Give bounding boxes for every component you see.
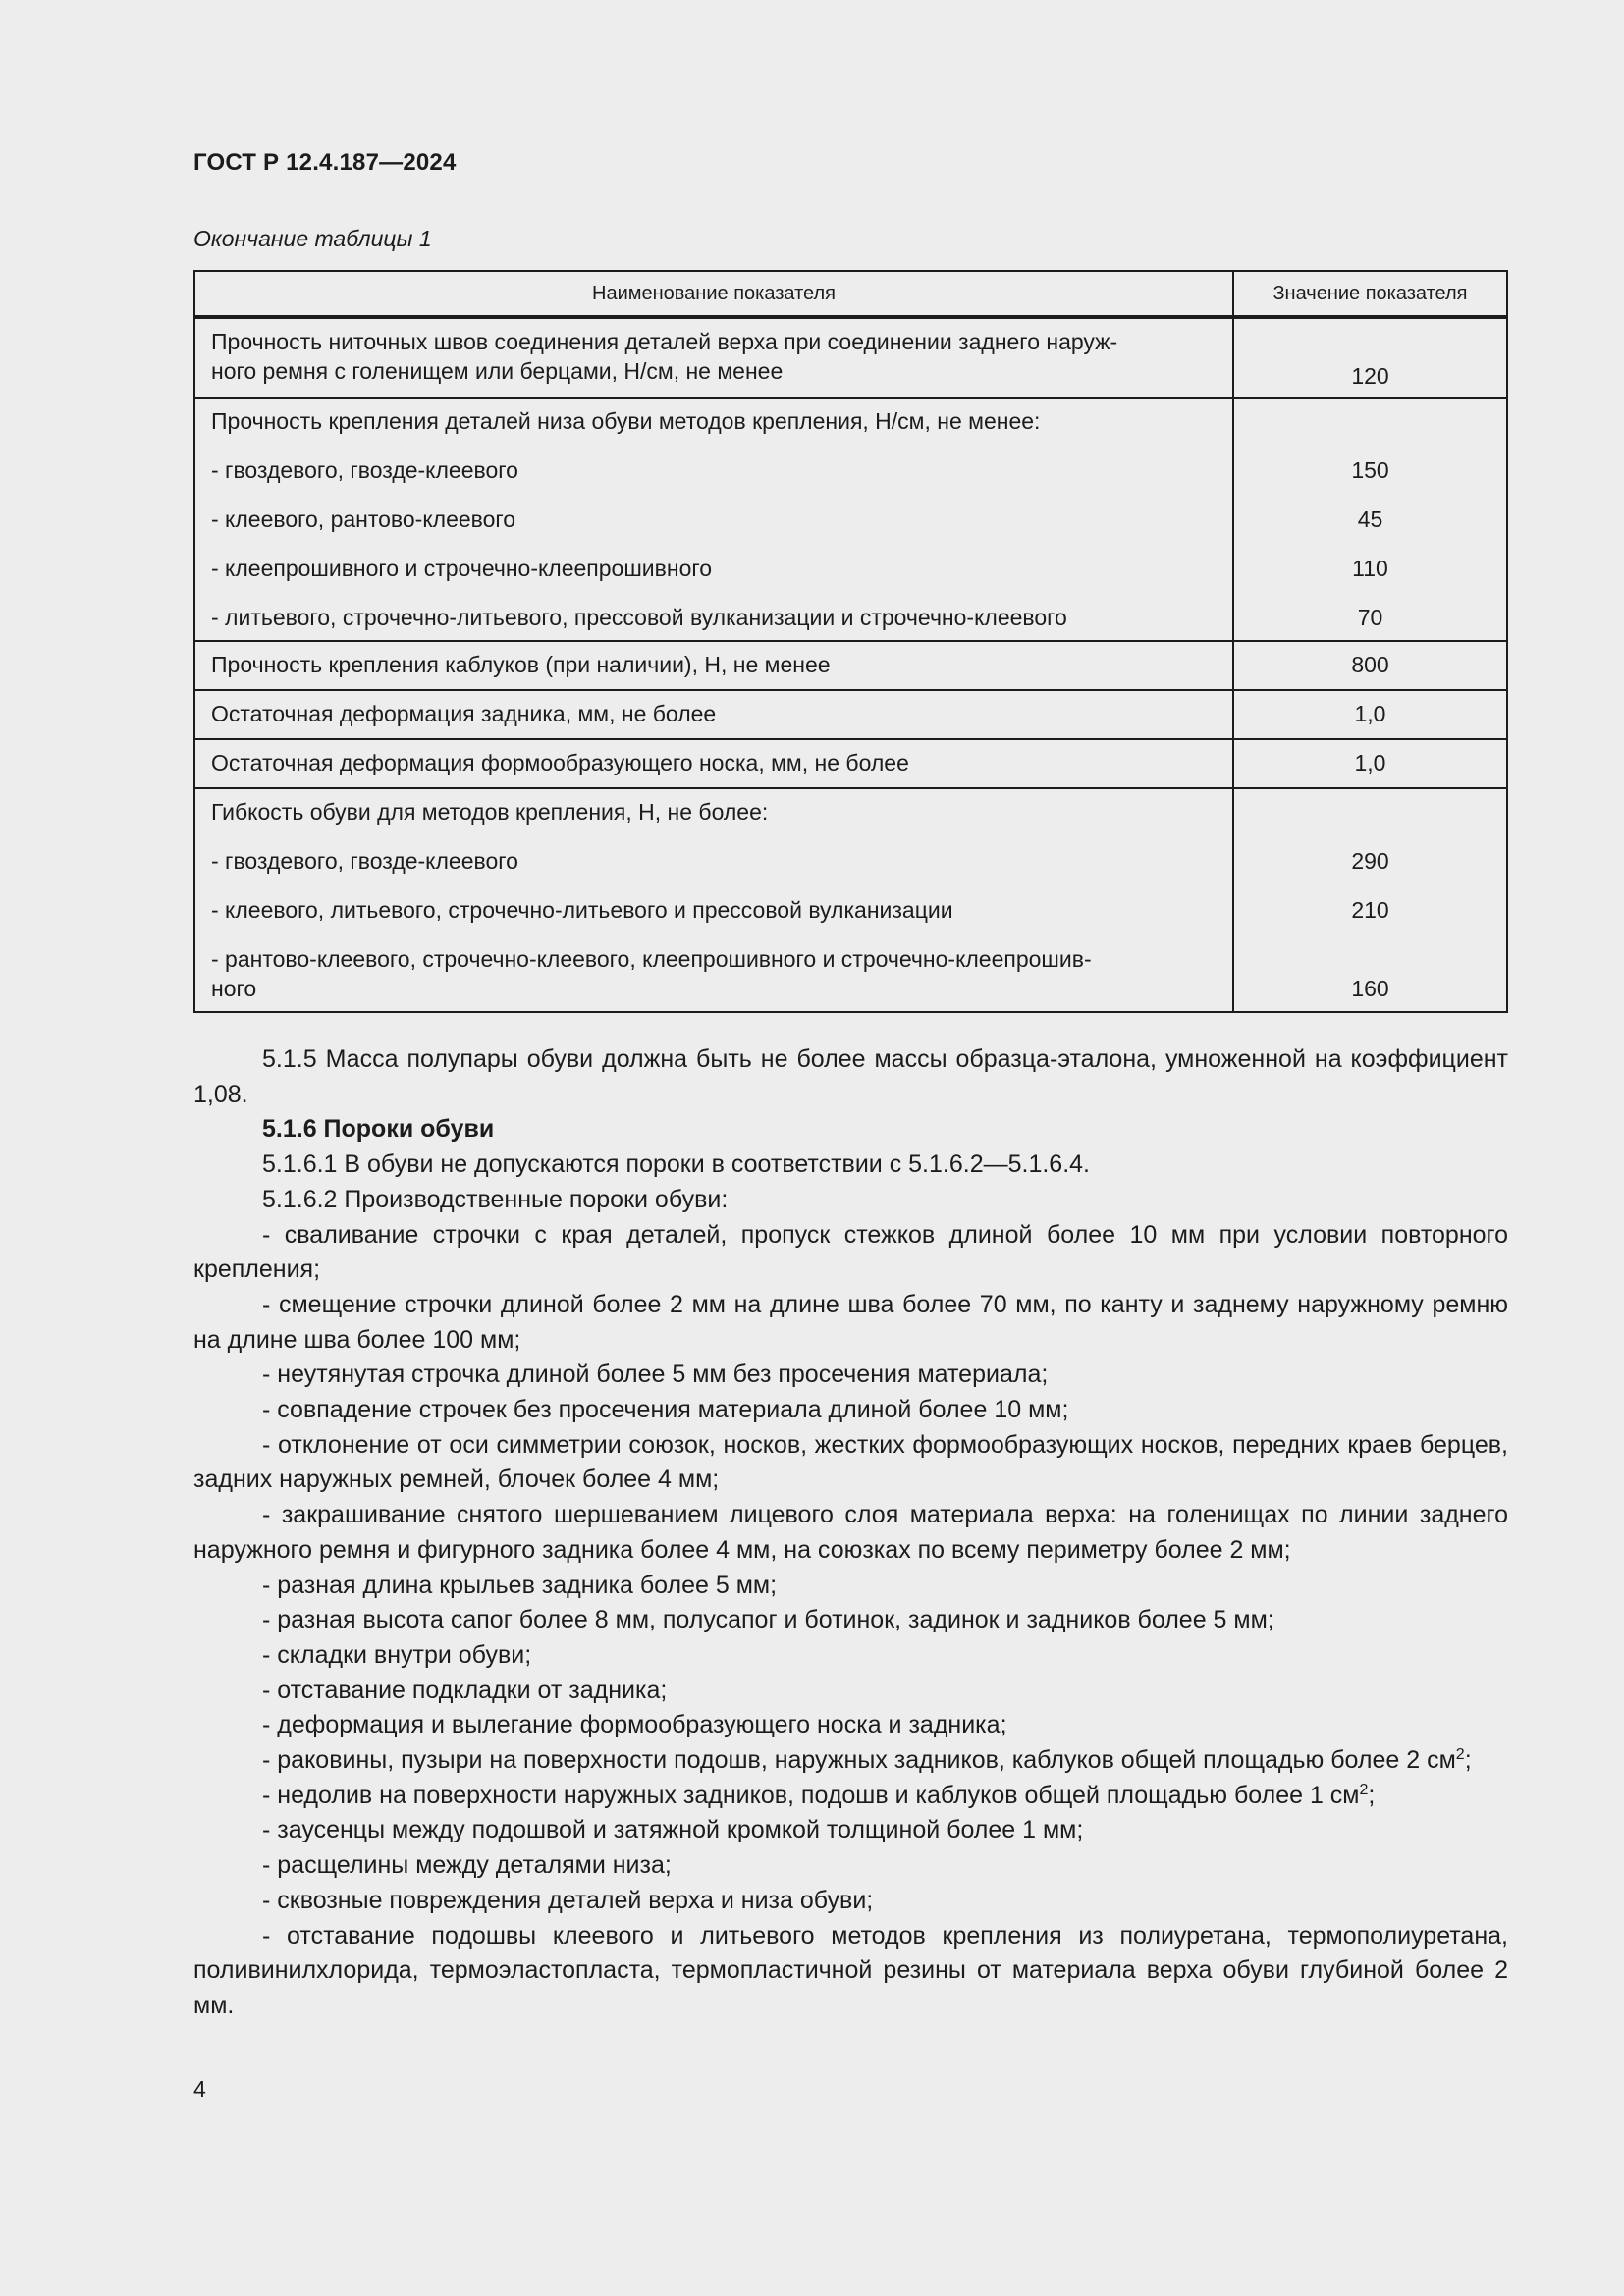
cell-text-line: Прочность ниточных швов соединения деталей верха при соединении заднего наруж- [211,329,1118,354]
paragraph: 5.1.5 Масса полупары обуви должна быть не более массы образца-эталона, умноженной на коэффициент 1,08. [193,1045,1508,1108]
paragraph: 5.1.6.2 Производственные пороки обуви: [262,1185,729,1213]
list-item: - отставание подошвы клеевого и литьевого методов крепления из полиуретана, термополиуретана, поливинилхлорида, термоэластопласта, термопластичной резины от материала верха обуви глубиной более 2 мм. [193,1921,1508,2019]
table-row [194,641,1507,690]
list-item: - разная длина крыльев задника более 5 мм; [262,1571,778,1599]
cell-sub-item: - клеевого, рантово-клеевого [211,507,516,532]
list-item: - недолив на поверхности наружных задников, подошв и каблуков общей площадью более 1 $см^2$; [262,1781,1376,1809]
list-item: - закрашивание снятого шершеванием лицевого слоя материала верха: на голенищах по линии заднего наружного ремня и фигурного задника более 4 мм, на союзках по всему периметру более 2 мм; [193,1501,1508,1564]
table-row [194,788,1507,1012]
table-row [194,317,1507,398]
list-item: - раковины, пузыри на поверхности подошв, наружных задников, каблуков общей площадью более 2 $см^2$; [262,1746,1472,1775]
list-item: - заусенцы между подошвой и затяжной кромкой толщиной более 1 мм; [262,1816,1084,1844]
cell-value: 70 [1357,605,1383,630]
table-cell-value [1233,398,1507,641]
cell-value: 290 [1351,848,1389,874]
table-cell-name [194,398,1233,641]
table-header-row [194,271,1507,317]
cell-value: 120 [1351,363,1389,389]
list-item: - деформация и вылегание формообразующего носка и задника; [262,1711,1007,1739]
table-cell-name [194,317,1233,398]
body-text [193,1042,1508,2024]
table-cell-name [194,788,1233,1012]
cell-sub-item: - гвоздевого, гвозде-клеевого [211,848,518,874]
cell-value: 210 [1351,897,1389,923]
list-item: - разная высота сапог более 8 мм, полусапог и ботинок, задинок и задников более 5 мм; [262,1606,1274,1634]
document-header: ГОСТ Р 12.4.187—2024 [193,149,457,176]
list-item: - отклонение от оси симметрии союзок, носков, жестких формообразующих носков, передних краев берцев, задних наружных ремней, блочек более 4 мм; [193,1430,1508,1494]
cell-title: Гибкость обуви для методов крепления, Н, не более: [211,799,769,825]
table-cell-value: 1,0 [1233,690,1507,739]
specification-table [193,270,1508,1013]
cell-sub-item: - литьевого, строчечно-литьевого, прессовой вулканизации и строчечно-клеевого [211,605,1067,630]
table-cell-name: Остаточная деформация задника, мм, не более [194,690,1233,739]
list-item: - складки внутри обуви; [262,1640,532,1669]
table-cell-value [1233,317,1507,398]
cell-sub-item: - клеепрошивного и строчечно-клеепрошивного [211,556,713,581]
cell-value: 150 [1351,457,1389,483]
page-number: 4 [193,2076,206,2102]
table-cell-value: 800 [1233,641,1507,690]
table-cell-value: 1,0 [1233,739,1507,788]
list-item: - смещение строчки длиной более 2 мм на длине шва более 70 мм, по канту и заднему наружному ремню на длине шва более 100 мм; [193,1290,1508,1354]
column-header-value: Значение показателя [1233,271,1507,317]
column-header-name: Наименование показателя [194,271,1233,317]
cell-sub-item: - клеевого, литьевого, строчечно-литьевого и прессовой вулканизации [211,897,953,923]
list-item: - сваливание строчки с края деталей, пропуск стежков длиной более 10 мм при условии повторного крепления; [193,1220,1508,1284]
cell-value: 160 [1351,976,1389,1001]
table-row [194,690,1507,739]
paragraph: 5.1.6.1 В обуви не допускаются пороки в соответствии с 5.1.6.2—5.1.6.4. [262,1150,1090,1179]
table-row [194,739,1507,788]
cell-value: 45 [1357,507,1383,532]
table-cell-name: Остаточная деформация формообразующего носка, мм, не более [194,739,1233,788]
cell-text-line: ного ремня с голенищем или берцами, Н/см, не менее [211,358,784,384]
table-row [194,398,1507,641]
table-cell-value [1233,788,1507,1012]
list-item: - неутянутая строчка длиной более 5 мм без просечения материала; [262,1361,1049,1389]
table-caption: Окончание таблицы 1 [193,226,432,251]
list-item: - сквозные повреждения деталей верха и низа обуви; [262,1886,874,1914]
table-cell-name: Прочность крепления каблуков (при наличии), Н, не менее [194,641,1233,690]
list-item: - расщелины между деталями низа; [262,1851,672,1880]
list-item: - совпадение строчек без просечения материала длиной более 10 мм; [262,1396,1069,1424]
cell-sub-item: - рантово-клеевого, строчечно-клеевого, клеепрошивного и строчечно-клеепрошив- ного [211,946,1092,1001]
cell-title: Прочность крепления деталей низа обуви методов крепления, Н/см, не менее: [211,408,1041,434]
section-heading: 5.1.6 Пороки обуви [262,1115,495,1144]
cell-value: 110 [1352,556,1388,581]
list-item: - отставание подкладки от задника; [262,1676,668,1704]
cell-sub-item: - гвоздевого, гвозде-клеевого [211,457,518,483]
